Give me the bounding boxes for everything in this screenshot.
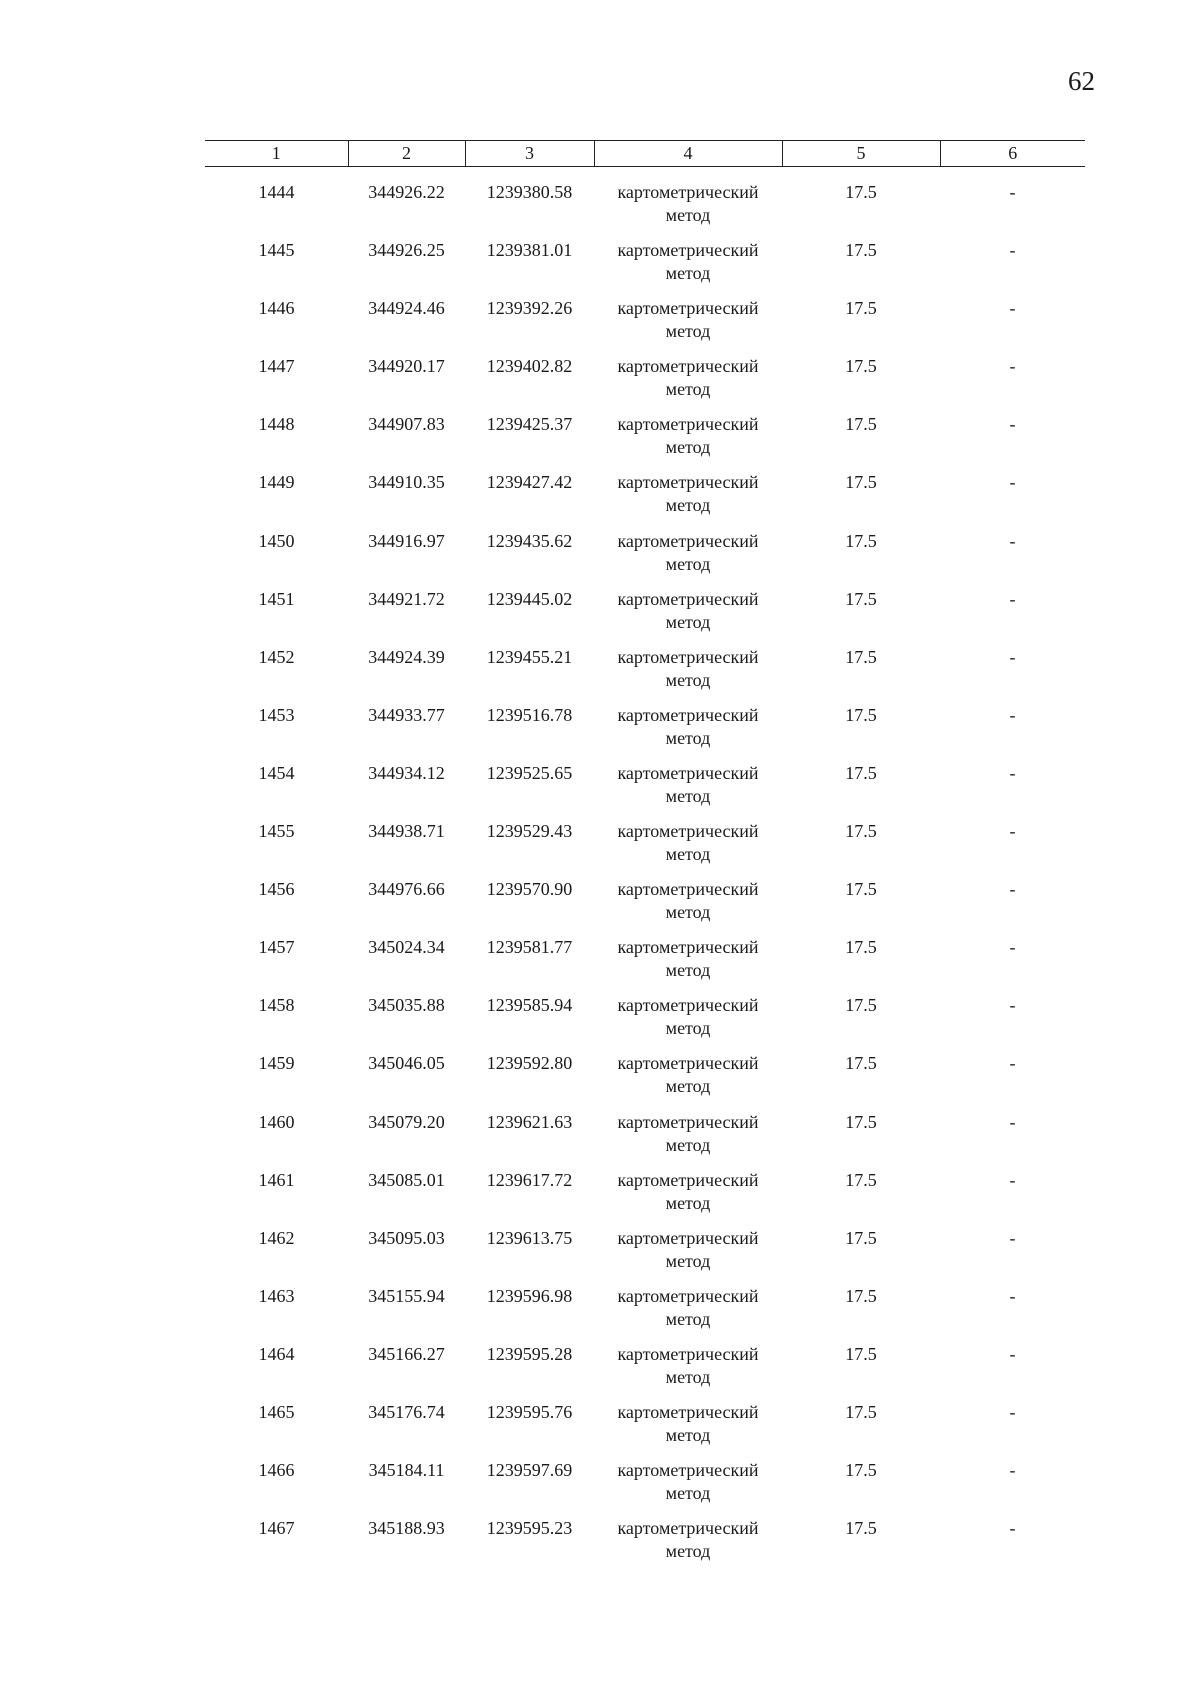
table-row	[205, 936, 1085, 994]
x-coordinate-cell: 344934.12	[368, 762, 445, 783]
y-coordinate-cell: 1239585.94	[486, 995, 573, 1016]
point-number-cell: 1452	[258, 646, 295, 667]
header-row	[205, 141, 1085, 167]
method-line-2: метод	[665, 1134, 711, 1155]
method-line-1: картометрический	[617, 1053, 759, 1074]
method-line-2: метод	[665, 379, 711, 400]
table-row	[205, 762, 1085, 820]
x-coordinate-cell: 344938.71	[368, 821, 445, 842]
method-cell	[594, 1343, 782, 1401]
accuracy-cell: 17.5	[845, 356, 877, 377]
y-coordinate-cell: 1239435.62	[486, 530, 573, 551]
method-line-1: картометрический	[617, 1285, 759, 1306]
method-line-2: метод	[665, 437, 711, 458]
coordinates-table	[205, 140, 1085, 1575]
method-cell	[594, 936, 782, 994]
note-cell: -	[1009, 240, 1016, 261]
note-cell: -	[1009, 879, 1016, 900]
method-line-1: картометрический	[617, 704, 759, 725]
x-coordinate-cell: 344921.72	[368, 588, 445, 609]
y-coordinate-cell: 1239525.65	[486, 762, 573, 783]
method-line-1: картометрический	[617, 1460, 759, 1481]
column-header-6: 6	[940, 141, 1085, 167]
y-coordinate-cell: 1239455.21	[486, 646, 573, 667]
point-number-cell: 1463	[258, 1285, 295, 1306]
y-coordinate-cell: 1239427.42	[486, 472, 573, 493]
table-row	[205, 1285, 1085, 1343]
x-coordinate-cell: 344924.39	[368, 646, 445, 667]
accuracy-cell: 17.5	[845, 1460, 877, 1481]
method-line-1: картометрический	[617, 414, 759, 435]
method-cell	[594, 297, 782, 355]
method-line-1: картометрический	[617, 1518, 759, 1539]
point-number-cell: 1467	[258, 1518, 295, 1539]
method-line-2: метод	[665, 669, 711, 690]
method-line-2: метод	[665, 263, 711, 284]
method-line-2: метод	[665, 1541, 711, 1562]
point-number-cell: 1456	[258, 879, 295, 900]
x-coordinate-cell: 345166.27	[368, 1343, 445, 1364]
table-row	[205, 646, 1085, 704]
accuracy-cell: 17.5	[845, 530, 877, 551]
accuracy-cell: 17.5	[845, 1518, 877, 1539]
note-cell: -	[1009, 1285, 1016, 1306]
y-coordinate-cell: 1239425.37	[486, 414, 573, 435]
point-number-cell: 1466	[258, 1460, 295, 1481]
column-header-3: 3	[465, 141, 594, 167]
note-cell: -	[1009, 646, 1016, 667]
method-line-1: картометрический	[617, 1343, 759, 1364]
method-line-2: метод	[665, 321, 711, 342]
note-cell: -	[1009, 530, 1016, 551]
table-row	[205, 413, 1085, 471]
point-number-cell: 1446	[258, 298, 295, 319]
table-row	[205, 239, 1085, 297]
y-coordinate-cell: 1239380.58	[486, 182, 573, 202]
y-coordinate-cell: 1239570.90	[486, 879, 573, 900]
table-row	[205, 878, 1085, 936]
table-row	[205, 1169, 1085, 1227]
y-coordinate-cell: 1239597.69	[486, 1460, 573, 1481]
note-cell: -	[1009, 182, 1016, 202]
y-coordinate-cell: 1239581.77	[486, 937, 573, 958]
method-line-1: картометрический	[617, 762, 759, 783]
table-row	[205, 1052, 1085, 1110]
y-coordinate-cell: 1239617.72	[486, 1169, 573, 1190]
method-line-1: картометрический	[617, 356, 759, 377]
x-coordinate-cell: 345155.94	[368, 1285, 445, 1306]
accuracy-cell: 17.5	[845, 1227, 877, 1248]
method-cell	[594, 994, 782, 1052]
note-cell: -	[1009, 762, 1016, 783]
method-line-1: картометрический	[617, 530, 759, 551]
accuracy-cell: 17.5	[845, 1053, 877, 1074]
x-coordinate-cell: 345035.88	[368, 995, 445, 1016]
method-cell	[594, 878, 782, 936]
method-cell	[594, 1459, 782, 1517]
method-cell	[594, 762, 782, 820]
accuracy-cell: 17.5	[845, 1111, 877, 1132]
x-coordinate-cell: 344924.46	[368, 298, 445, 319]
note-cell: -	[1009, 937, 1016, 958]
method-line-2: метод	[665, 727, 711, 748]
note-cell: -	[1009, 356, 1016, 377]
point-number-cell: 1454	[258, 762, 295, 783]
method-cell	[594, 820, 782, 878]
table-row	[205, 471, 1085, 529]
method-cell	[594, 1517, 782, 1575]
y-coordinate-cell: 1239592.80	[486, 1053, 573, 1074]
method-line-2: метод	[665, 1424, 711, 1445]
method-line-2: метод	[665, 960, 711, 981]
point-number-cell: 1451	[258, 588, 295, 609]
method-cell	[594, 646, 782, 704]
note-cell: -	[1009, 588, 1016, 609]
column-header-1: 1	[205, 141, 348, 167]
method-cell	[594, 355, 782, 413]
column-header-5: 5	[782, 141, 940, 167]
y-coordinate-cell: 1239621.63	[486, 1111, 573, 1132]
x-coordinate-cell: 344926.25	[368, 240, 445, 261]
point-number-cell: 1462	[258, 1227, 295, 1248]
accuracy-cell: 17.5	[845, 414, 877, 435]
accuracy-cell: 17.5	[845, 879, 877, 900]
method-line-1: картометрический	[617, 879, 759, 900]
x-coordinate-cell: 345176.74	[368, 1401, 445, 1422]
method-cell	[594, 1401, 782, 1459]
method-line-2: метод	[665, 611, 711, 632]
note-cell: -	[1009, 1053, 1016, 1074]
method-line-2: метод	[665, 1250, 711, 1271]
method-line-1: картометрический	[617, 937, 759, 958]
note-cell: -	[1009, 704, 1016, 725]
accuracy-cell: 17.5	[845, 646, 877, 667]
method-line-1: картометрический	[617, 1401, 759, 1422]
accuracy-cell: 17.5	[845, 821, 877, 842]
method-line-2: метод	[665, 1308, 711, 1329]
column-header-2: 2	[348, 141, 465, 167]
table-row	[205, 588, 1085, 646]
y-coordinate-cell: 1239595.23	[486, 1518, 573, 1539]
table-row	[205, 1459, 1085, 1517]
x-coordinate-cell: 345188.93	[368, 1518, 445, 1539]
x-coordinate-cell: 345095.03	[368, 1227, 445, 1248]
point-number-cell: 1461	[258, 1169, 295, 1190]
method-cell	[594, 704, 782, 762]
method-cell	[594, 239, 782, 297]
x-coordinate-cell: 345079.20	[368, 1111, 445, 1132]
table-body	[205, 167, 1085, 1576]
method-line-2: метод	[665, 1018, 711, 1039]
note-cell: -	[1009, 1460, 1016, 1481]
accuracy-cell: 17.5	[845, 1169, 877, 1190]
method-line-2: метод	[665, 902, 711, 923]
y-coordinate-cell: 1239596.98	[486, 1285, 573, 1306]
point-number-cell: 1449	[258, 472, 295, 493]
column-header-4: 4	[594, 141, 782, 167]
method-line-1: картометрический	[617, 1227, 759, 1248]
x-coordinate-cell: 344933.77	[368, 704, 445, 725]
note-cell: -	[1009, 414, 1016, 435]
accuracy-cell: 17.5	[845, 472, 877, 493]
table-row	[205, 994, 1085, 1052]
point-number-cell: 1447	[258, 356, 295, 377]
method-line-1: картометрический	[617, 588, 759, 609]
method-line-2: метод	[665, 1192, 711, 1213]
method-line-1: картометрический	[617, 1169, 759, 1190]
table-row	[205, 1343, 1085, 1401]
method-line-2: метод	[665, 205, 711, 225]
note-cell: -	[1009, 1227, 1016, 1248]
note-cell: -	[1009, 1518, 1016, 1539]
point-number-cell: 1445	[258, 240, 295, 261]
method-line-2: метод	[665, 1076, 711, 1097]
method-line-2: метод	[665, 553, 711, 574]
table-row	[205, 1401, 1085, 1459]
x-coordinate-cell: 344907.83	[368, 414, 445, 435]
point-number-cell: 1457	[258, 937, 295, 958]
method-line-2: метод	[665, 495, 711, 516]
table-row	[205, 355, 1085, 413]
method-cell	[594, 413, 782, 471]
method-line-2: метод	[665, 844, 711, 865]
table-row	[205, 530, 1085, 588]
table-row	[205, 820, 1085, 878]
note-cell: -	[1009, 1401, 1016, 1422]
accuracy-cell: 17.5	[845, 240, 877, 261]
x-coordinate-cell: 345184.11	[368, 1460, 445, 1481]
table-row	[205, 704, 1085, 762]
table-row	[205, 167, 1085, 240]
table-row	[205, 297, 1085, 355]
method-cell	[594, 588, 782, 646]
method-cell	[594, 1052, 782, 1110]
method-cell	[594, 1169, 782, 1227]
method-line-1: картометрический	[617, 240, 759, 261]
x-coordinate-cell: 344926.22	[368, 182, 445, 202]
x-coordinate-cell: 344976.66	[368, 879, 445, 900]
table-header	[205, 141, 1085, 167]
y-coordinate-cell: 1239392.26	[486, 298, 573, 319]
x-coordinate-cell: 344916.97	[368, 530, 445, 551]
method-cell	[594, 167, 782, 240]
page-number: 62	[1068, 66, 1095, 96]
accuracy-cell: 17.5	[845, 762, 877, 783]
y-coordinate-cell: 1239381.01	[486, 240, 573, 261]
point-number-cell: 1453	[258, 704, 295, 725]
method-cell	[594, 530, 782, 588]
point-number-cell: 1455	[258, 821, 295, 842]
y-coordinate-cell: 1239402.82	[486, 356, 573, 377]
method-line-1: картометрический	[617, 821, 759, 842]
method-cell	[594, 1285, 782, 1343]
note-cell: -	[1009, 1111, 1016, 1132]
y-coordinate-cell: 1239516.78	[486, 704, 573, 725]
accuracy-cell: 17.5	[845, 182, 877, 202]
method-cell	[594, 1111, 782, 1169]
point-number-cell: 1459	[258, 1053, 295, 1074]
x-coordinate-cell: 345046.05	[368, 1053, 445, 1074]
point-number-cell: 1458	[258, 995, 295, 1016]
method-line-2: метод	[665, 1366, 711, 1387]
accuracy-cell: 17.5	[845, 995, 877, 1016]
y-coordinate-cell: 1239595.76	[486, 1401, 573, 1422]
point-number-cell: 1448	[258, 414, 295, 435]
note-cell: -	[1009, 821, 1016, 842]
accuracy-cell: 17.5	[845, 588, 877, 609]
y-coordinate-cell: 1239595.28	[486, 1343, 573, 1364]
method-line-1: картометрический	[617, 995, 759, 1016]
y-coordinate-cell: 1239445.02	[486, 588, 573, 609]
note-cell: -	[1009, 995, 1016, 1016]
accuracy-cell: 17.5	[845, 1343, 877, 1364]
method-line-1: картометрический	[617, 1111, 759, 1132]
method-line-2: метод	[665, 1483, 711, 1504]
method-line-1: картометрический	[617, 182, 759, 202]
note-cell: -	[1009, 1169, 1016, 1190]
accuracy-cell: 17.5	[845, 298, 877, 319]
method-line-1: картометрический	[617, 646, 759, 667]
method-cell	[594, 1227, 782, 1285]
table-row	[205, 1111, 1085, 1169]
y-coordinate-cell: 1239529.43	[486, 821, 573, 842]
point-number-cell: 1460	[258, 1111, 295, 1132]
note-cell: -	[1009, 472, 1016, 493]
point-number-cell: 1464	[258, 1343, 295, 1364]
accuracy-cell: 17.5	[845, 937, 877, 958]
accuracy-cell: 17.5	[845, 1401, 877, 1422]
x-coordinate-cell: 345024.34	[368, 937, 445, 958]
note-cell: -	[1009, 298, 1016, 319]
method-line-1: картометрический	[617, 472, 759, 493]
accuracy-cell: 17.5	[845, 704, 877, 725]
point-number-cell: 1465	[258, 1401, 295, 1422]
y-coordinate-cell: 1239613.75	[486, 1227, 573, 1248]
table-row	[205, 1517, 1085, 1575]
method-line-2: метод	[665, 785, 711, 806]
point-number-cell: 1450	[258, 530, 295, 551]
x-coordinate-cell: 344910.35	[368, 472, 445, 493]
method-cell	[594, 471, 782, 529]
method-line-1: картометрический	[617, 298, 759, 319]
point-number-cell: 1444	[258, 182, 295, 202]
x-coordinate-cell: 344920.17	[368, 356, 445, 377]
table-row	[205, 1227, 1085, 1285]
x-coordinate-cell: 345085.01	[368, 1169, 445, 1190]
accuracy-cell: 17.5	[845, 1285, 877, 1306]
note-cell: -	[1009, 1343, 1016, 1364]
